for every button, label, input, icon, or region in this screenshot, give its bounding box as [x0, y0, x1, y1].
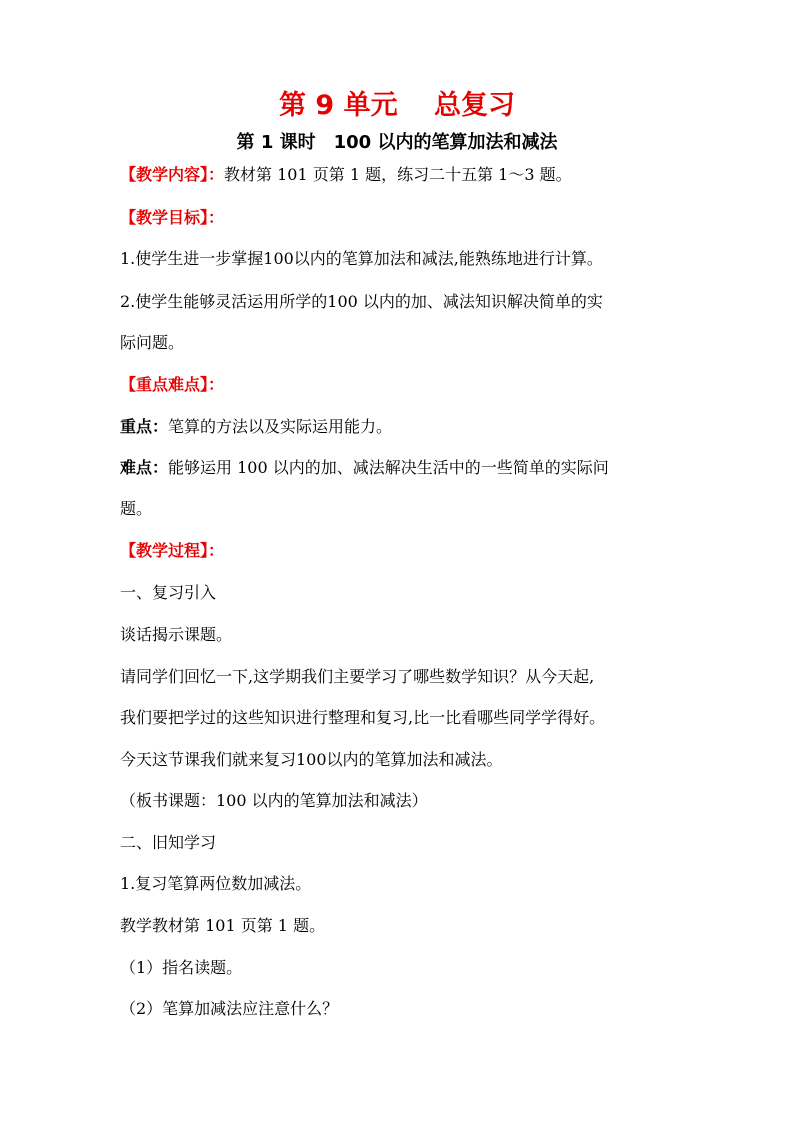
objective-item-1: 1.使学生进一步掌握100以内的笔算加法和减法,能熟练地进行计算。	[120, 249, 603, 268]
process-line-4: 我们要把学过的这些知识进行整理和复习,比一比看哪些同学学得好。	[120, 708, 606, 727]
process-line-7: 二、旧知学习	[120, 833, 217, 852]
process-line-3: 请同学们回忆一下,这学期我们主要学习了哪些数学知识？从今天起,	[120, 667, 595, 686]
difficult-point-line	[120, 455, 680, 481]
process-line-6: （板书课题：100 以内的笔算加法和减法）	[120, 791, 428, 810]
process-line-1: 一、复习引入	[120, 583, 217, 602]
difficult-point-label: 难点：	[120, 458, 169, 477]
difficult-point-cont: 题。	[120, 499, 153, 518]
objective-item-2-cont: 际问题。	[120, 333, 185, 352]
process-line-9: 教学教材第 101 页第 1 题。	[120, 916, 326, 935]
process-line-5: 今天这节课我们就来复习100以内的笔算加法和减法。	[120, 750, 503, 769]
process-line-2: 谈话揭示课题。	[120, 625, 233, 644]
content-heading: 【教学内容】：	[120, 165, 225, 184]
content-text: 教材第 101 页第 1 题，练习二十五第 1～3 题。	[224, 165, 572, 184]
lesson-subtitle: 第 1 课时 100 以内的笔算加法和减法	[236, 132, 558, 153]
key-point-line	[120, 414, 680, 440]
difficult-point-text: 能够运用 100 以内的加、减法解决生活中的一些简单的实际问	[168, 458, 609, 477]
process-heading: 【教学过程】：	[120, 541, 225, 560]
process-line-8: 1.复习笔算两位数加减法。	[120, 874, 312, 893]
objective-item-2: 2.使学生能够灵活运用所学的100 以内的加、减法知识解决简单的实	[120, 292, 603, 311]
unit-title: 第 9 单元 总复习	[279, 90, 515, 121]
process-line-11: （2）笔算加减法应注意什么？	[120, 999, 339, 1018]
keypoints-heading: 【重点难点】：	[120, 375, 225, 394]
content-line	[120, 162, 680, 188]
process-line-10: （1）指名读题。	[120, 958, 243, 977]
objectives-heading: 【教学目标】：	[120, 208, 225, 227]
key-point-label: 重点：	[120, 417, 169, 436]
key-point-text: 笔算的方法以及实际运用能力。	[168, 417, 393, 436]
